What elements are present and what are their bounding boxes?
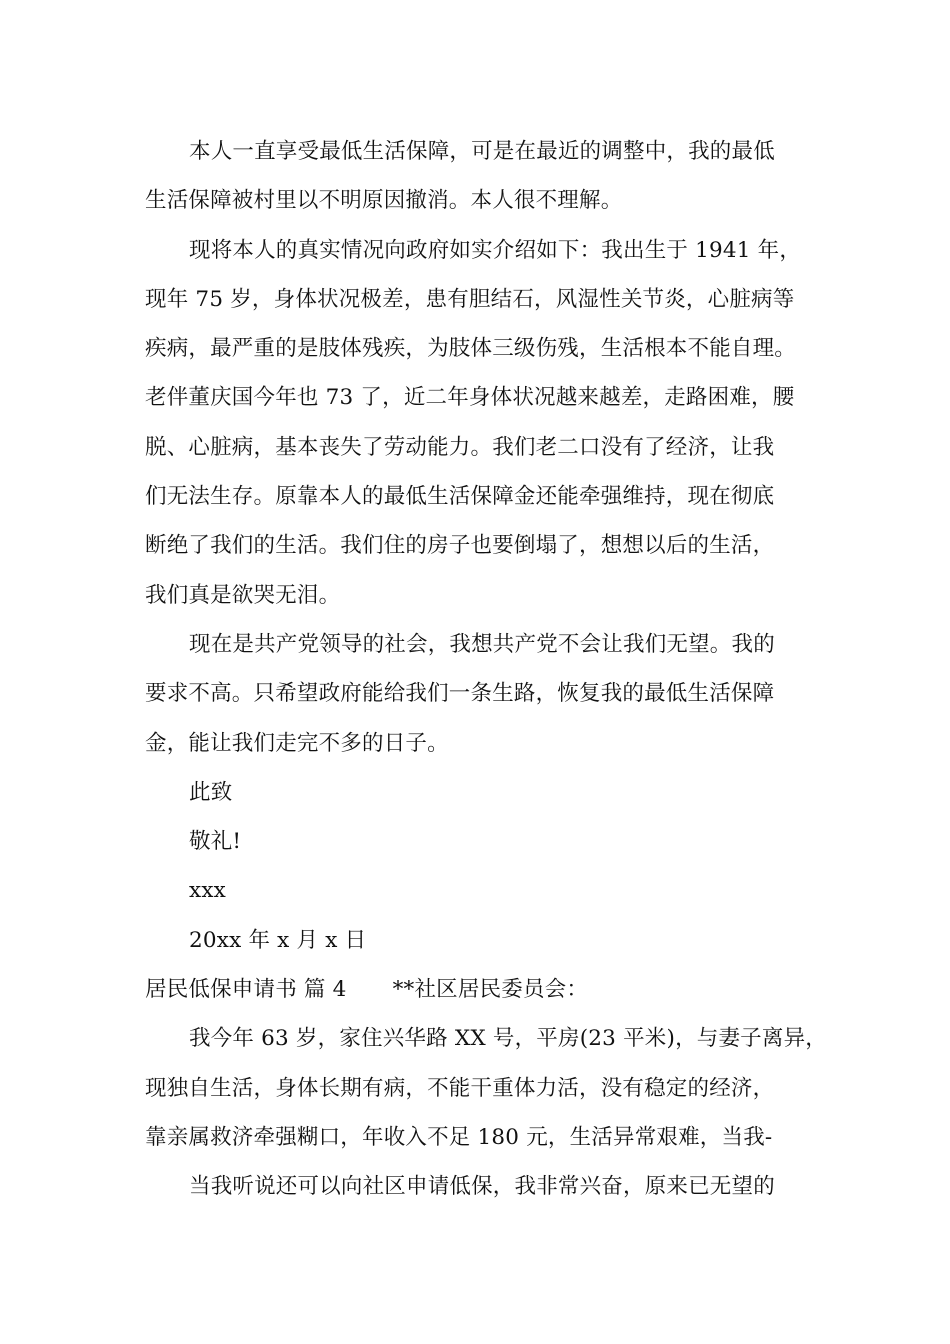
closing-salutation: 此致 bbox=[189, 779, 233, 805]
paragraph-line: 我今年 63 岁，家住兴华路 XX 号，平房(23 平米)，与妻子离异， bbox=[189, 1026, 827, 1052]
paragraph-line: 现在是共产党领导的社会，我想共产党不会让我们无望。我的 bbox=[189, 631, 775, 657]
paragraph-line: 生活保障被村里以不明原因撤消。本人很不理解。 bbox=[145, 188, 623, 214]
paragraph-line: 现独自生活，身体长期有病，不能干重体力活，没有稳定的经济， bbox=[145, 1075, 775, 1101]
paragraph-line: 现将本人的真实情况向政府如实介绍如下：我出生于 1941 年， bbox=[189, 237, 802, 263]
paragraph-line: 现年 75 岁，身体状况极差，患有胆结石，风湿性关节炎，心脏病等 bbox=[145, 286, 795, 312]
document-page bbox=[145, 127, 825, 1212]
section-title: 居民低保申请书 篇 4 bbox=[145, 977, 347, 1003]
paragraph-line: 脱、心脏病，基本丧失了劳动能力。我们老二口没有了经济，让我 bbox=[145, 434, 775, 460]
paragraph-line: 本人一直享受最低生活保障，可是在最近的调整中，我的最低 bbox=[189, 139, 775, 164]
paragraph-line: 当我听说还可以向社区申请低保，我非常兴奋，原来已无望的 bbox=[189, 1174, 775, 1200]
paragraph-line: 金，能让我们走完不多的日子。 bbox=[145, 730, 449, 756]
paragraph-line: 我们真是欲哭无泪。 bbox=[145, 582, 341, 608]
paragraph-line: 老伴董庆国今年也 73 了，近二年身体状况越来越差，走路困难，腰 bbox=[145, 385, 795, 411]
paragraph-line: 断绝了我们的生活。我们住的房子也要倒塌了，想想以后的生活， bbox=[145, 533, 775, 559]
section-addressee: **社区居民委员会： bbox=[392, 977, 589, 1003]
paragraph-line: 疾病，最严重的是肢体残疾，为肢体三级伤残，生活根本不能自理。 bbox=[145, 336, 797, 362]
paragraph-line: 们无法生存。原靠本人的最低生活保障金还能牵强维持，现在彻底 bbox=[145, 484, 775, 510]
signature-name: xxx bbox=[189, 878, 226, 904]
paragraph-line: 靠亲属救济牵强糊口，年收入不足 180 元，生活异常艰难，当我- bbox=[145, 1124, 773, 1150]
closing-regards: 敬礼! bbox=[189, 829, 242, 855]
section-heading bbox=[145, 965, 825, 1014]
heading-spacer bbox=[347, 965, 393, 1014]
paragraph-line: 要求不高。只希望政府能给我们一条生路，恢复我的最低生活保障 bbox=[145, 681, 775, 707]
signature-date: 20xx 年 x 月 x 日 bbox=[189, 927, 367, 953]
